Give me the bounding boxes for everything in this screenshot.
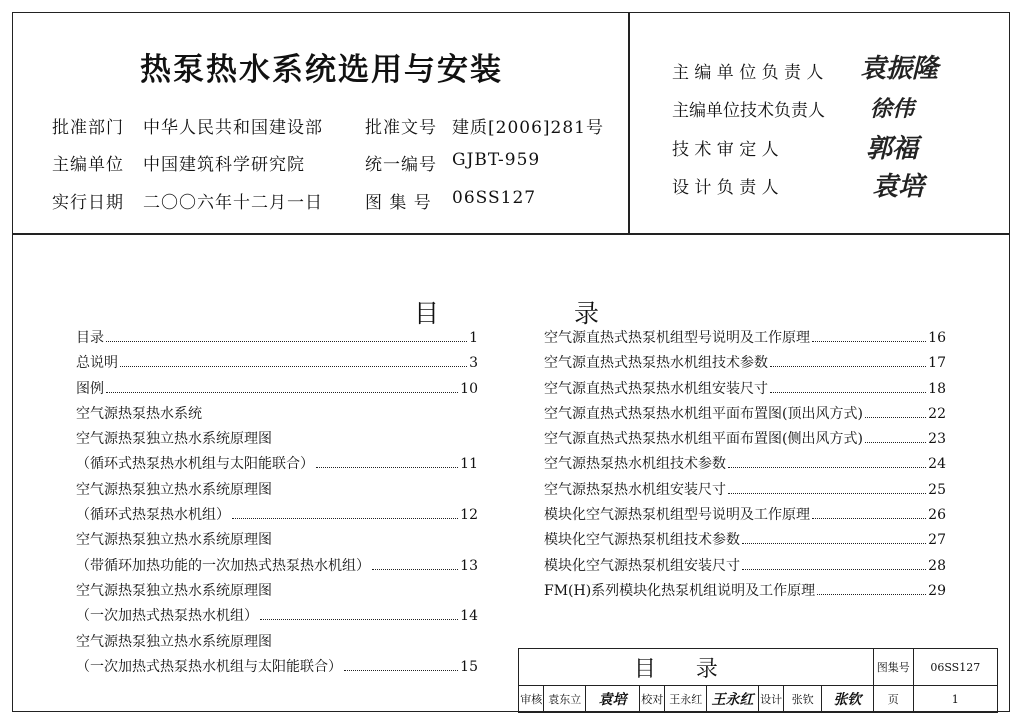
toc-entry-title: 模块化空气源热泵机组型号说明及工作原理	[544, 507, 810, 524]
toc-entry-title: （一次加热式热泵热水机组）	[76, 608, 258, 625]
toc-right-column	[544, 326, 946, 604]
toc-entry-page: 11	[460, 456, 478, 473]
role-design-head: 设 计 负 责 人	[672, 178, 779, 198]
toc-leader-dots	[817, 594, 926, 595]
toc-leader-dots	[812, 518, 926, 519]
toc-entry-title: （一次加热式热泵热水机组与太阳能联合）	[76, 658, 342, 675]
toc-leader-dots	[120, 366, 467, 367]
toc-entry[interactable]	[76, 655, 478, 680]
toc-entry[interactable]	[544, 402, 946, 427]
toc-entry-page: 29	[928, 582, 946, 599]
toc-leader-dots	[865, 417, 926, 418]
toc-entry[interactable]	[544, 528, 946, 553]
toc-entry-page: 18	[928, 380, 946, 397]
title-block-atlas-no-value: 06SS127	[913, 649, 997, 686]
toc-entry[interactable]	[544, 326, 946, 351]
title-block-checker-signature: 王永红	[707, 686, 759, 713]
toc-entry[interactable]	[76, 427, 478, 452]
toc-entry[interactable]	[544, 427, 946, 452]
toc-entry[interactable]	[76, 478, 478, 503]
signature-design-head: 袁培	[872, 172, 925, 202]
toc-entry-page: 10	[460, 380, 478, 397]
toc-entry[interactable]	[76, 452, 478, 477]
effective-date-value: 二〇〇六年十二月一日	[143, 193, 323, 213]
toc-entry[interactable]	[544, 478, 946, 503]
toc-leader-dots	[742, 543, 926, 544]
signature-technical-head: 徐伟	[870, 96, 915, 122]
toc-entry-title: 空气源热泵独立热水系统原理图	[76, 431, 272, 448]
toc-entry-title: 模块化空气源热泵机组技术参数	[544, 532, 740, 549]
title-block-checker-name: 王永红	[665, 686, 707, 713]
toc-entry-title: 空气源直热式热泵热水机组平面布置图(侧出风方式)	[544, 431, 863, 448]
toc-entry-page: 23	[928, 431, 946, 448]
toc-left-column	[76, 326, 478, 680]
toc-leader-dots	[106, 341, 467, 342]
toc-entry-title: 空气源直热式热泵热水机组技术参数	[544, 355, 768, 372]
toc-leader-dots	[865, 442, 926, 443]
unified-no-label: 统一编号	[365, 155, 437, 175]
approval-dept-value: 中华人民共和国建设部	[143, 118, 323, 138]
toc-entry[interactable]	[544, 579, 946, 604]
toc-entry[interactable]	[544, 452, 946, 477]
toc-leader-dots	[770, 366, 926, 367]
editor-unit-label: 主编单位	[52, 155, 124, 175]
toc-entry[interactable]	[76, 630, 478, 655]
toc-entry-page: 27	[928, 532, 946, 549]
title-block-reviewer-signature: 袁培	[586, 686, 640, 713]
approval-no-value: 建质[2006]281号	[452, 118, 604, 138]
atlas-no-value: 06SS127	[452, 188, 537, 208]
signature-technical-reviewer: 郭福	[866, 134, 919, 164]
toc-entry-page: 25	[928, 481, 946, 498]
toc-entry-page: 13	[460, 557, 478, 574]
toc-entry-page: 14	[460, 608, 478, 625]
toc-entry[interactable]	[76, 351, 478, 376]
toc-leader-dots	[770, 392, 926, 393]
role-technical-reviewer: 技 术 审 定 人	[672, 140, 779, 160]
toc-entry-page: 24	[928, 456, 946, 473]
toc-entry-page: 17	[928, 355, 946, 372]
title-block-designer-label: 设计	[758, 686, 783, 713]
toc-entry[interactable]	[76, 503, 478, 528]
header-divider	[12, 233, 1010, 235]
toc-entry-title: 总说明	[76, 355, 118, 372]
toc-entry-title: FM(H)系列模块化热泵机组说明及工作原理	[544, 582, 816, 599]
unified-no-value: GJBT-959	[452, 150, 541, 170]
toc-entry[interactable]	[76, 528, 478, 553]
title-block-checker-label: 校对	[640, 686, 665, 713]
toc-entry-title: 空气源直热式热泵热水机组平面布置图(顶出风方式)	[544, 405, 863, 422]
atlas-no-label: 图 集 号	[365, 193, 432, 213]
toc-entry-page: 16	[928, 330, 946, 346]
role-chief-unit-head: 主 编 单 位 负 责 人	[672, 63, 824, 83]
title-block-page-label: 页	[873, 686, 913, 713]
toc-entry-title: 图例	[76, 380, 104, 397]
toc-leader-dots	[372, 569, 458, 570]
toc-entry-title: 空气源热泵热水机组安装尺寸	[544, 481, 726, 498]
title-block	[518, 648, 998, 713]
toc-entry[interactable]	[76, 326, 478, 351]
toc-entry-title: 空气源热泵独立热水系统原理图	[76, 532, 272, 549]
toc-leader-dots	[742, 569, 926, 570]
editor-unit-value: 中国建筑科学研究院	[143, 155, 305, 175]
toc-heading-left: 目	[414, 299, 440, 328]
toc-entry[interactable]	[544, 351, 946, 376]
toc-entry-title: （循环式热泵热水机组）	[76, 507, 230, 524]
toc-leader-dots	[728, 467, 926, 468]
effective-date-label: 实行日期	[52, 193, 124, 213]
toc-entry-page: 26	[928, 507, 946, 524]
toc-leader-dots	[728, 493, 926, 494]
toc-entry-page: 3	[469, 355, 478, 372]
toc-entry[interactable]	[76, 402, 478, 427]
toc-entry[interactable]	[544, 503, 946, 528]
document-title: 热泵热水系统选用与安装	[140, 52, 503, 88]
toc-entry[interactable]	[76, 604, 478, 629]
title-block-reviewer-label: 审核	[519, 686, 544, 713]
toc-entry-title: （带循环加热功能的一次加热式热泵热水机组）	[76, 557, 370, 574]
toc-entry-page: 15	[460, 658, 478, 675]
toc-entry-page: 22	[928, 405, 946, 422]
signature-chief-unit-head: 袁振隆	[860, 54, 939, 84]
toc-entry[interactable]	[544, 554, 946, 579]
toc-entry-title: 空气源热泵热水系统	[76, 405, 202, 422]
toc-entry-title: 目录	[76, 330, 104, 346]
toc-leader-dots	[260, 619, 458, 620]
role-technical-head: 主编单位技术负责人	[672, 101, 825, 121]
title-block-reviewer-name: 袁东立	[544, 686, 586, 713]
toc-leader-dots	[316, 467, 458, 468]
title-block-page-value: 1	[913, 686, 997, 713]
toc-entry-title: 空气源直热式热泵机组型号说明及工作原理	[544, 330, 810, 346]
toc-entry[interactable]	[76, 377, 478, 402]
toc-leader-dots	[106, 392, 458, 393]
toc-entry-title: 空气源直热式热泵热水机组安装尺寸	[544, 380, 768, 397]
toc-entry-title: 空气源热泵独立热水系统原理图	[76, 481, 272, 498]
toc-entry-title: 空气源热泵独立热水系统原理图	[76, 582, 272, 599]
approval-no-label: 批准文号	[365, 118, 437, 138]
toc-entry[interactable]	[544, 377, 946, 402]
toc-entry-title: 模块化空气源热泵机组安装尺寸	[544, 557, 740, 574]
toc-entry-title: 空气源热泵独立热水系统原理图	[76, 633, 272, 650]
header-vertical-divider	[628, 12, 630, 234]
toc-entry-page: 1	[469, 330, 478, 346]
toc-entry-page: 12	[460, 507, 478, 524]
title-block-designer-name: 张钦	[784, 686, 822, 713]
toc-entry-title: （循环式热泵热水机组与太阳能联合）	[76, 456, 314, 473]
toc-entry-title: 空气源热泵热水机组技术参数	[544, 456, 726, 473]
toc-heading-right: 录	[574, 299, 600, 328]
title-block-designer-signature: 张钦	[822, 686, 874, 713]
title-block-atlas-no-label: 图集号	[873, 649, 913, 686]
title-block-drawing-title: 目录	[519, 649, 874, 686]
toc-entry[interactable]	[76, 554, 478, 579]
toc-entry-page: 28	[928, 557, 946, 574]
toc-leader-dots	[232, 518, 458, 519]
toc-leader-dots	[344, 670, 458, 671]
toc-leader-dots	[812, 341, 926, 342]
toc-entry[interactable]	[76, 579, 478, 604]
approval-dept-label: 批准部门	[52, 118, 124, 138]
